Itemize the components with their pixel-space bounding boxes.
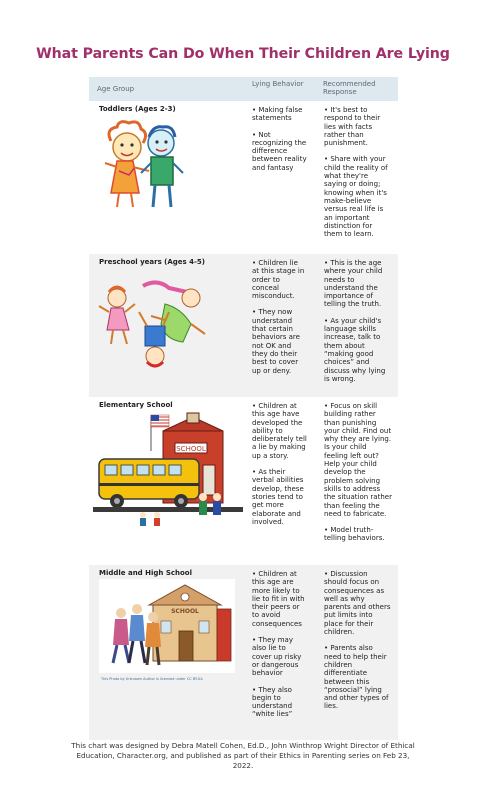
- table-row: [89, 397, 398, 565]
- parenting-table: [89, 77, 398, 740]
- recommended-response-cell: [324, 402, 392, 551]
- response-item: • It's best to respond to their lies with facts rather than punishment.: [324, 106, 381, 148]
- lying-behavior-cell: [252, 402, 307, 534]
- behavior-item: • They now understand that certain behaviors are not OK and they do their best to cover up or deny.: [252, 308, 300, 375]
- school-sign-text: SCHOOL: [171, 608, 199, 615]
- age-group-label: Toddlers (Ages 2-3): [99, 105, 176, 113]
- age-group-label: Middle and High School: [99, 569, 193, 577]
- preschool-children-image: [95, 268, 215, 376]
- behavior-item: • They also begin to understand “white lies”: [252, 685, 293, 719]
- table-row: [89, 254, 398, 397]
- header-lying-behavior: Lying Behavior: [252, 80, 304, 88]
- header-recommended-response: Recommended Response: [323, 80, 376, 97]
- response-item: • This is the age where your child needs to understand the importance of telling the truth.: [324, 259, 383, 309]
- lying-behavior-cell: [252, 259, 307, 383]
- school-sign-text: SCHOOL: [176, 445, 206, 453]
- recommended-response-cell: [324, 259, 392, 391]
- photo-credit[interactable]: This Photo by Unknown Author is licensed under CC BY-SA: [101, 677, 203, 681]
- response-item: • Share with your child the reality of what they're saying or doing; knowing when it's make-believe versus real life is an important distinction for them to learn.: [324, 155, 388, 239]
- age-group-label: Elementary School: [99, 401, 173, 409]
- behavior-item: • Children at this age are more likely to lie to fit in with their peers or to avoid consequences: [252, 570, 305, 628]
- table-row: [89, 101, 398, 254]
- school-bus-image: [93, 411, 243, 529]
- behavior-item: • As their verbal abilities develop, these stories tend to get more elaborate and involved.: [252, 468, 304, 526]
- middle-high-school-image: [99, 579, 235, 673]
- behavior-item: • Children at this age have developed the ability to deliberately tell a lie by making up a story.: [252, 402, 307, 460]
- response-item: • As your child's language skills increase, talk to them about “making good choices” and discuss why lying is wrong.: [324, 316, 386, 383]
- table-header: [89, 77, 398, 101]
- response-item: • Discussion should focus on consequences as well as why parents and others put limits into place for their children.: [324, 570, 391, 637]
- response-item: • Focus on skill building rather than punishing your child. Find out why they are lying. Is your child feeling left out? Help your child develop the problem solving skills to address the situation rather than feeling the need to fabricate.: [324, 402, 392, 518]
- age-group-label: Preschool years (Ages 4-5): [99, 258, 205, 266]
- response-item: • Model truth-telling behaviors.: [324, 526, 385, 543]
- response-item: • Parents also need to help their children differentiate between this “prosocial” lying and other types of lies.: [324, 644, 389, 711]
- behavior-item: • Not recognizing the difference between reality and fantasy: [252, 130, 307, 172]
- lying-behavior-cell: [252, 570, 307, 727]
- behavior-item: • Making false statements: [252, 106, 303, 123]
- table-row: [89, 565, 398, 740]
- behavior-item: • Children lie at this stage in order to conceal misconduct.: [252, 259, 305, 301]
- recommended-response-cell: [324, 106, 392, 246]
- lying-behavior-cell: [252, 106, 307, 180]
- page-title: What Parents Can Do When Their Children Are Lying: [36, 46, 450, 62]
- header-age-group: Age Group: [97, 85, 135, 93]
- behavior-item: • They may also lie to cover up risky or dangerous behavior: [252, 636, 302, 678]
- footer-note: This chart was designed by Debra Matell Cohen, Ed.D., John Winthrop Wright Director of Ethical Education, Character.org, and published as part of their Ethics in Parenting series on Feb 23, 2022.: [71, 741, 415, 770]
- recommended-response-cell: [324, 570, 392, 719]
- toddlers-drawing-image: [97, 115, 187, 215]
